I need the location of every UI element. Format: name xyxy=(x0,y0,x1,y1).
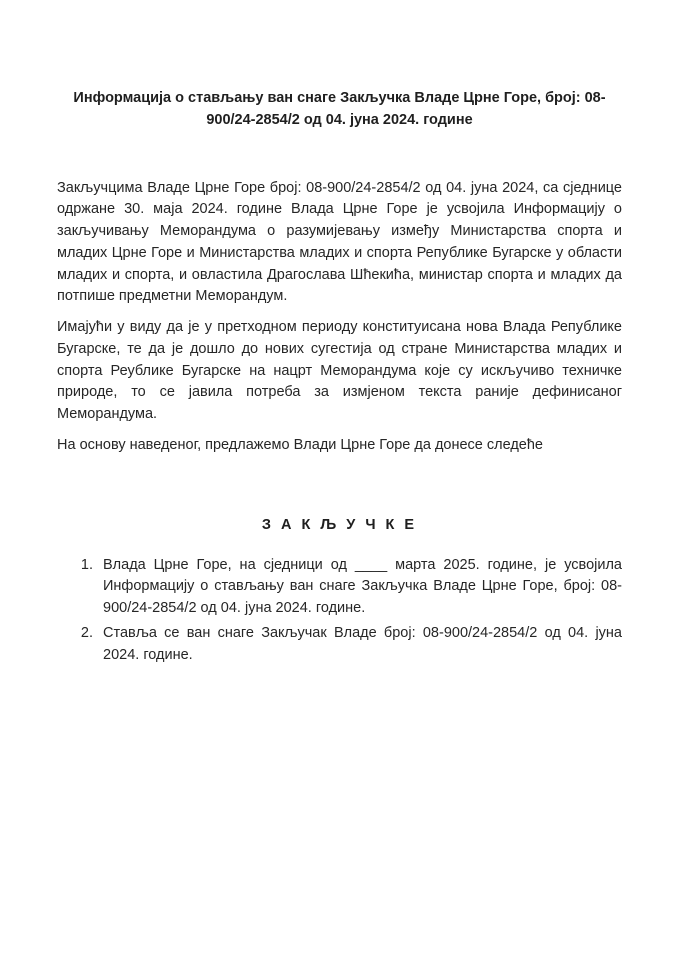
paragraph-proposal: На основу наведеног, предлажемо Влади Црне Горе да донесе следеће xyxy=(57,436,543,453)
paragraph-context: Имајући у виду да је у претходном периоду конституисана нова Влада Републике Бугарске, те да је дошло до нових сугестија од стране Министарства младих и спорта Реублике Бугарске на нацрт Меморандума које су искључиво техничке природе, то се јавила потреба за измјеном текста раније дефинисаног Меморандума. xyxy=(57,319,622,422)
conclusion-item-2: 2. Ставља се ван снаге Закључак Владе број: 08-900/24-2854/2 од 04. јуна 2024. године. xyxy=(97,623,622,667)
conclusions-list xyxy=(57,555,622,667)
paragraph-intro: Закључцима Владе Црне Горе број: 08-900/24-2854/2 од 04. јуна 2024, са сједнице одржане 30. маја 2024. године Влада Црне Горе је усвојила Информацију о закључивању Меморандума о разумијевању између Министарства спорта и младих Црне Горе и Министарства младих и спорта Републике Бугарске у области младих и спорта, и овластила Драгослава Шћекића, министар спорта и младих да потпише предметни Меморандум. xyxy=(57,179,622,305)
document-title: Информација о стављању ван снаге Закључка Владе Црне Горе, број: 08-900/24-2854/2 од 04. јуна 2024. године xyxy=(73,90,606,128)
conclusions-heading: З А К Љ У Ч К Е xyxy=(261,516,418,533)
conclusion-item-1: 1. Влада Црне Горе, на сједници од ____ марта 2025. године, је усвојила Информацију о стављању ван снаге Закључка Владе Црне Горе, број: 08-900/24-2854/2 од 04. јуна 2024. године. xyxy=(97,555,622,620)
